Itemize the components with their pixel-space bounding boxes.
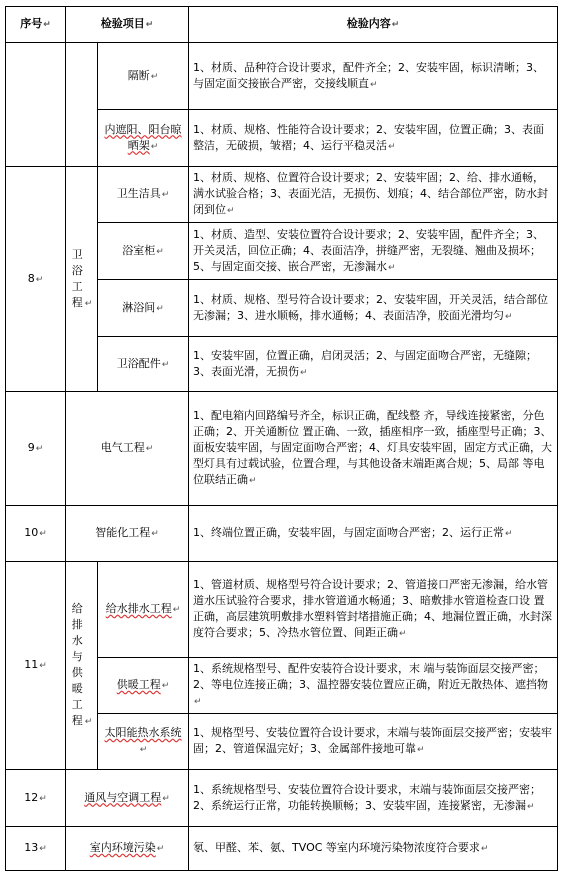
cell-category: 室内环境污染 ↵ (66, 827, 189, 871)
cell-content: 1、规格型号、安装位置符合设计要求，末端与装饰面层交接严密；安装牢固；2、管道保温完好；3、金属部件接地可靠 ↵ (189, 714, 558, 770)
table-row (6, 827, 558, 871)
cell-content: 1、材质、规格、位置符合设计要求；2、安装牢固；2、给、排水通畅，满水试验合格；3、表面光洁，无损伤、划痕；4、结合部位严密，防水封闭到位 ↵ (189, 167, 558, 223)
header-item: 检验项目 ↵ (66, 7, 189, 43)
cell-content: 1、材质、规格、型号符合设计要求；2、安装牢固，开关灵活，结合部位无渗漏；3、进水顺畅，排水通畅；4、表面洁净，胶面光滑均匀 ↵ (189, 280, 558, 337)
cell-content: 1、安装牢固，位置正确，启闭灵活；2、与固定面吻合严密，无缝隙；3、表面光滑，无损伤 ↵ (189, 337, 558, 392)
cell-no: 10 ↵ (6, 506, 66, 562)
cell-content: 1、终端位置正确，安装牢固，与固定面吻合严密；2、运行正常 ↵ (189, 506, 558, 562)
cell-subitem: 内遮阳、阳台晾晒架 ↵ (98, 110, 189, 167)
inspection-table (5, 6, 558, 871)
cell-no: 12 ↵ (6, 770, 66, 827)
cell-no: 9 ↵ (6, 392, 66, 506)
cell-category: 给排水与供暖工程 ↵ (66, 562, 98, 770)
cell-subitem: 隔断 ↵ (98, 43, 189, 110)
cell-content: 1、管道材质、规格型号符合设计要求；2、管道接口严密无渗漏，给水管道水压试验符合要求，排水管道通水畅通；3、暗敷排水管道检查口设 置正确，高层建筑明敷排水塑料管封堵措施正确；4、地漏位置正确，水封深度符合要求；5、冷热水管位置、间距正确 ↵ (189, 562, 558, 658)
cell-category: 电气工程 ↵ (66, 392, 189, 506)
cell-subitem: 淋浴间 ↵ (98, 280, 189, 337)
cell-category: 通风与空调工程 ↵ (66, 770, 189, 827)
table-row (6, 167, 558, 223)
table-row (6, 43, 558, 110)
table-row (6, 506, 558, 562)
cell-subitem: 卫生洁具 ↵ (98, 167, 189, 223)
cell-content: 氡、甲醛、苯、氨、TVOC 等室内环境污染物浓度符合要求 ↵ (189, 827, 558, 871)
cell-no: 13 ↵ (6, 827, 66, 871)
table-row (6, 392, 558, 506)
header-content: 检验内容 ↵ (189, 7, 558, 43)
cell-subitem: 太阳能热水系统 ↵ (98, 714, 189, 770)
table-row (6, 562, 558, 658)
cell-category: 卫浴工程 ↵ (66, 167, 98, 392)
cell-content: 1、配电箱内回路编号齐全，标识正确，配线整 齐，导线连接紧密，分色正确；2、开关通断位 置正确、一致，插座相序一致，插座型号正确；3、面板安装牢固，与固定面吻合严密；4、灯具安装牢固，固定方式正确，大型灯具有过载试验，位置合理，与其他设备末端距离合规；5、局部 等电位联结正确 ↵ (189, 392, 558, 506)
cell-content: 1、系统规格型号、安装位置符合设计要求，末端与装饰面层交接严密；2、系统运行正常，功能转换顺畅；3、安装牢固，连接紧密，无渗漏 ↵ (189, 770, 558, 827)
cell-content: 1、系统规格型号、配件安装符合设计要求，末 端与装饰面层交接严密；2、等电位连接正确；3、温控器安装位置应正确，附近无散热体、遮挡物 ↵ (189, 658, 558, 714)
table-header-row (6, 7, 558, 43)
cell-category: 智能化工程 ↵ (66, 506, 189, 562)
cell-content: 1、材质、造型、安装位置符合设计要求；2、安装牢固，配件齐全；3、开关灵活，回位正确；4、表面洁净，拼缝严密，无裂缝、翘曲及损坏；5、与固定面交接、嵌合严密，无渗漏水 ↵ (189, 223, 558, 280)
cell-subitem: 卫浴配件 ↵ (98, 337, 189, 392)
cell-content: 1、材质、品种符合设计要求，配件齐全；2、安装牢固，标识清晰；3、与固定面交接嵌合严密，交接线顺直 ↵ (189, 43, 558, 110)
header-no: 序号 ↵ (6, 7, 66, 43)
cell-no: 11 ↵ (6, 562, 66, 770)
cell-subitem: 浴室柜 ↵ (98, 223, 189, 280)
table-row (6, 770, 558, 827)
cell-subitem: 给水排水工程 ↵ (98, 562, 189, 658)
cell-category-empty (66, 43, 98, 167)
cell-no-empty (6, 43, 66, 167)
cell-content: 1、材质、规格、性能符合设计要求；2、安装牢固，位置正确；3、表面整洁，无破损，皱褶；4、运行平稳灵活 ↵ (189, 110, 558, 167)
cell-no: 8 ↵ (6, 167, 66, 392)
cell-subitem: 供暖工程 ↵ (98, 658, 189, 714)
